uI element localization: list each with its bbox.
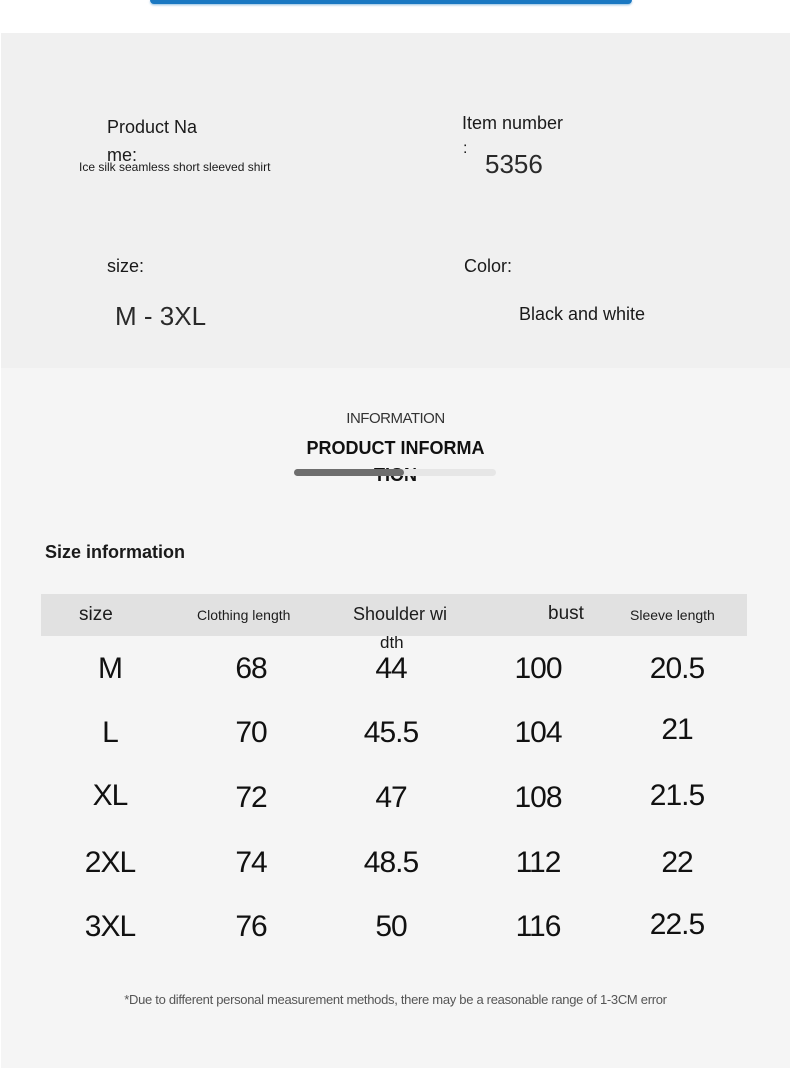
- size-table-header: [41, 594, 747, 636]
- product-name-label-line2: me:: [107, 145, 138, 165]
- size-information-title: Size information: [45, 542, 186, 562]
- section-progress-fill: [294, 469, 404, 476]
- header-clothing-length: Clothing length: [197, 607, 291, 623]
- item-number-colon: :: [463, 140, 468, 157]
- cell-bust: 116: [515, 910, 561, 943]
- cell-clothing-length: 76: [235, 910, 267, 943]
- section-subtitle: INFORMATION: [346, 410, 445, 427]
- header-size: size: [79, 604, 113, 625]
- header-bust: bust: [548, 603, 584, 624]
- cell-shoulder-width: 44: [375, 652, 407, 685]
- cell-size: 3XL: [84, 910, 136, 943]
- table-row: [41, 781, 747, 821]
- section-progress-bar: [294, 469, 496, 476]
- table-row: [41, 910, 747, 950]
- product-name-label-line1: Product Na: [107, 117, 198, 137]
- cell-sleeve-length: 21.5: [649, 779, 705, 812]
- cell-size: 2XL: [84, 846, 136, 879]
- color-value: Black and white: [519, 304, 646, 324]
- header-shoulder-width: Shoulder wi: [352, 604, 448, 624]
- size-label: size:: [107, 256, 145, 276]
- section-title: [0, 435, 791, 489]
- cell-bust: 112: [515, 846, 561, 879]
- cell-clothing-length: 68: [235, 652, 267, 685]
- measurement-note: *Due to different personal measurement methods, there may be a reasonable range of 1-3CM error: [124, 992, 667, 1007]
- table-row: [41, 846, 747, 886]
- header-shoulder-width-wrap: dth: [380, 633, 404, 652]
- cell-bust: 108: [514, 781, 562, 814]
- cell-clothing-length: 72: [235, 781, 267, 814]
- cell-clothing-length: 74: [235, 846, 267, 879]
- cell-sleeve-length: 22.5: [649, 908, 705, 941]
- product-name-value: Ice silk seamless short sleeved shirt: [79, 160, 271, 174]
- top-accent-bar: [150, 0, 632, 4]
- cell-sleeve-length: 20.5: [649, 652, 705, 685]
- table-row: [41, 713, 747, 756]
- cell-size: L: [102, 716, 118, 749]
- color-label: Color:: [464, 256, 513, 276]
- cell-clothing-length: 70: [235, 716, 267, 749]
- cell-sleeve-length: 21: [661, 713, 693, 746]
- cell-shoulder-width: 45.5: [363, 716, 419, 749]
- cell-bust: 100: [514, 652, 562, 685]
- header-sleeve-length: Sleeve length: [630, 607, 715, 623]
- cell-bust: 104: [514, 716, 562, 749]
- cell-sleeve-length: 22: [661, 846, 693, 879]
- section-title-line1: PRODUCT INFORMA: [306, 438, 485, 458]
- item-number-value: 5356: [485, 149, 543, 179]
- table-row: [41, 652, 747, 692]
- cell-size: M: [98, 652, 122, 685]
- cell-shoulder-width: 48.5: [363, 846, 419, 879]
- cell-shoulder-width: 50: [375, 910, 407, 943]
- cell-shoulder-width: 47: [375, 781, 407, 814]
- cell-size: XL: [92, 779, 128, 812]
- item-number-label: Item number: [462, 113, 564, 133]
- size-range-value: M - 3XL: [115, 301, 207, 331]
